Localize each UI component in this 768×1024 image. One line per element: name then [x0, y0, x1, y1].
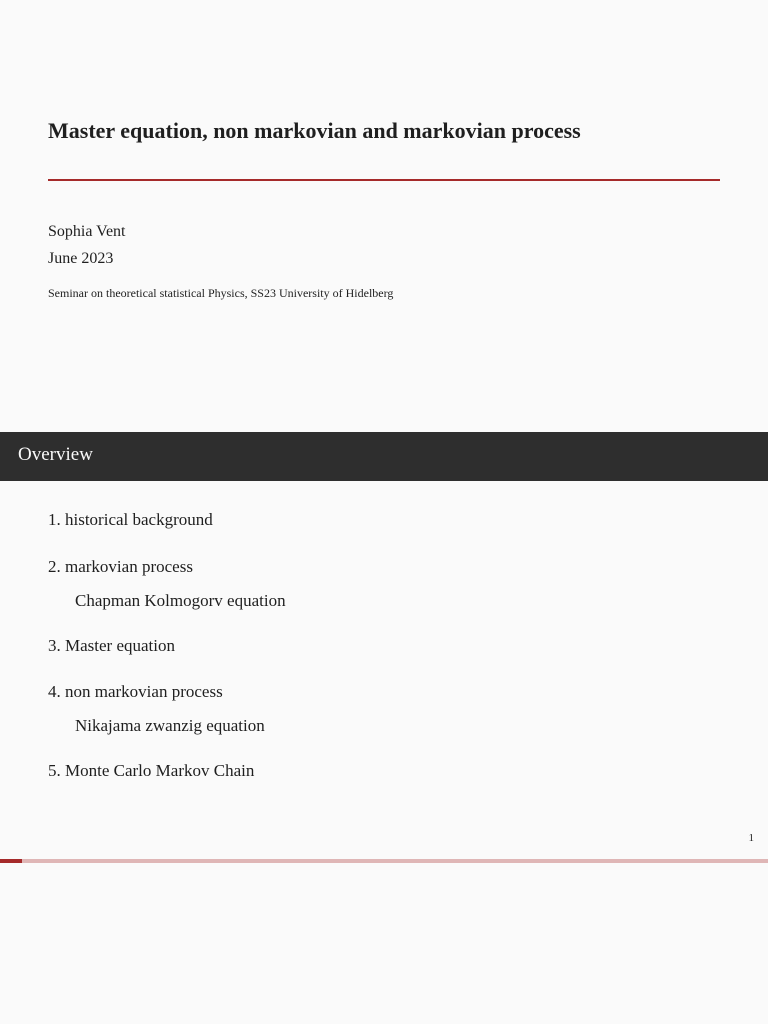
toc-entry [48, 557, 286, 611]
toc-subitem-chapman-kolmogorov[interactable]: Chapman Kolmogorv equation [75, 591, 286, 610]
toc-item-markovian-process[interactable]: 2. markovian process [48, 557, 193, 576]
frame-header-bar [0, 432, 768, 481]
presentation-date: June 2023 [48, 250, 114, 267]
author-name: Sophia Vent [48, 223, 126, 240]
toc-subitem-nakajima-zwanzig[interactable]: Nikajama zwanzig equation [75, 716, 265, 735]
title-divider [48, 179, 720, 181]
table-of-contents [48, 510, 286, 781]
progress-bar [0, 859, 768, 863]
title-slide [0, 0, 768, 432]
progress-bar-fill [0, 859, 22, 863]
frame-title: Overview [18, 444, 93, 465]
presentation-title: Master equation, non markovian and markovian process [48, 118, 581, 143]
toc-entry [48, 510, 286, 530]
slide-number: 1 [748, 832, 754, 844]
toc-item-non-markovian-process[interactable]: 4. non markovian process [48, 682, 223, 701]
toc-entry [48, 636, 286, 656]
toc-entry [48, 682, 286, 736]
toc-item-historical-background[interactable]: 1. historical background [48, 510, 213, 529]
toc-entry [48, 761, 286, 781]
toc-item-monte-carlo-markov-chain[interactable]: 5. Monte Carlo Markov Chain [48, 761, 255, 780]
institute-line: Seminar on theoretical statistical Physics, SS23 University of Hidelberg [48, 286, 394, 300]
toc-item-master-equation[interactable]: 3. Master equation [48, 636, 175, 655]
